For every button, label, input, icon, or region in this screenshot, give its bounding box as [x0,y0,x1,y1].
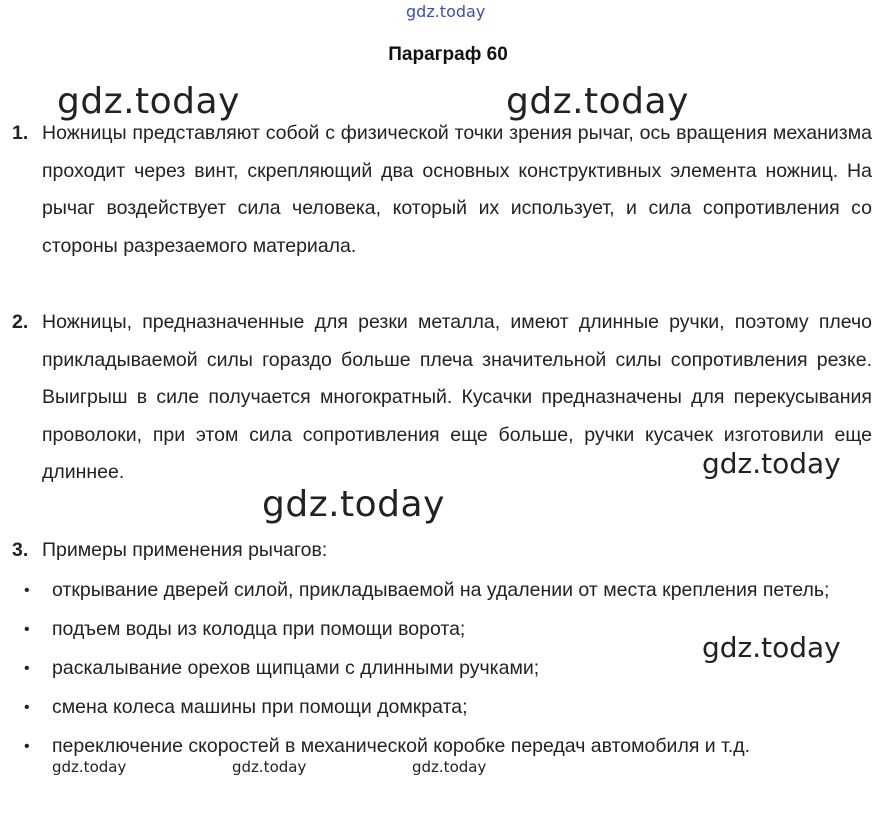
page-title: Параграф 60 [388,44,508,65]
list-item: • смена колеса машины при помощи домкрата; [12,688,872,727]
list-item: • открывание дверей силой, прикладываемой на удалении от места крепления петель; [12,571,872,610]
item-number: 2. [12,311,29,333]
item-text: Ножницы, предназначенные для резки металла, имеют длинные ручки, поэтому плечо прикладываемой силы гораздо больше плеча значительной силы сопротивления резке. Выигрыш в силе получается многократный. Кусачки предназначены для перекусывания проволоки, при этом сила сопротивления еще больше, ручки кусачек изготовили еще длиннее. [42,311,872,483]
list-item: • раскалывание орехов щипцами с длинными ручками; [12,649,872,688]
watermark-small: gdz.today [52,758,127,776]
watermark-small: gdz.today [232,758,307,776]
watermark-large: gdz.today [57,81,240,122]
bullet-icon: • [24,621,30,638]
item-text: Примеры применения рычагов: [42,539,328,561]
bullet-icon: • [24,738,30,755]
watermark-small: gdz.today [412,758,487,776]
item-text: Ножницы представляют собой с физической точки зрения рычаг, ось вращения механизма проходит через винт, скрепляющий два основных конструктивных элемента ножниц. На рычаг воздействует сила человека, который их использует, и сила сопротивления со стороны разрезаемого материала. [42,122,872,257]
list-item: • переключение скоростей в механической коробке передач автомобиля и т.д. [12,727,872,766]
list-item: • подъем воды из колодца при помощи ворота; [12,610,872,649]
watermark-medium: gdz.today [702,447,841,480]
answer-item-2 [12,304,872,492]
bullet-icon: • [24,699,30,716]
watermark-top: gdz.today [406,2,486,21]
item-number: 3. [12,539,29,561]
examples-list [12,571,872,766]
answer-item-1 [12,115,872,265]
bullet-icon: • [24,582,30,599]
item-number: 1. [12,122,29,144]
bullet-icon: • [24,660,30,677]
watermark-large: gdz.today [262,484,445,525]
watermark-medium: gdz.today [702,631,841,664]
answer-item-3 [12,532,872,766]
watermark-large: gdz.today [506,81,689,122]
